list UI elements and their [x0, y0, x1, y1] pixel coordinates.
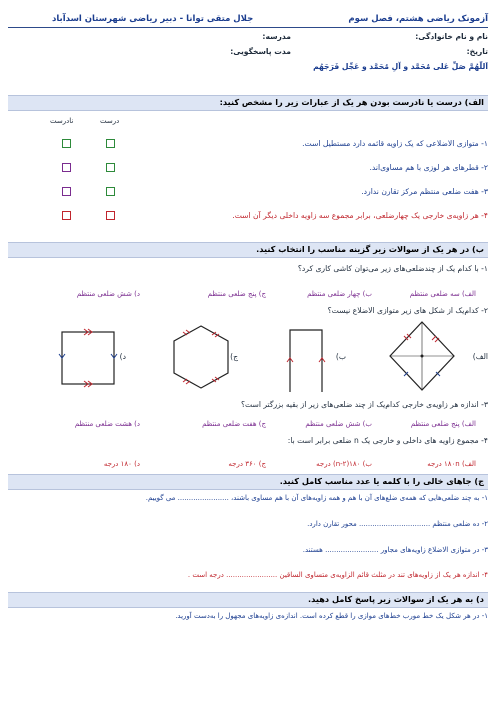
- fill-item-3: ۳- در متوازی الاضلاع زاویه‌های مجاور ........................ هستند.: [302, 546, 488, 554]
- mc-question-1: ۱- با کدام یک از چندضلعی‌های زیر می‌توان کاشی کاری کرد؟: [297, 264, 488, 273]
- section-b-header: [8, 242, 488, 258]
- q1-option-a[interactable]: الف) سه ضلعی منتظم: [409, 290, 476, 298]
- section-a-header: [8, 95, 488, 111]
- school-label: مدرسه:: [262, 32, 291, 41]
- checkbox-true-2[interactable]: [106, 163, 115, 172]
- mc-question-3: ۳- اندازه هر زاویه‌ی خارجی کدام‌یک از چند ضلعی‌های زیر از بقیه بزرگتر است؟: [240, 400, 488, 409]
- checkbox-true-4[interactable]: [106, 211, 115, 220]
- checkbox-true-1[interactable]: [106, 139, 115, 148]
- duration-label: مدت پاسخگویی:: [230, 47, 291, 56]
- tf-item-4: ۴- هر زاویه‌ی خارجی یک چهارضلعی، برابر مجموع سه زاویه داخلی دیگر آن است.: [232, 211, 488, 220]
- worksheet-title: آزمونک ریاضی هشتم، فصل سوم: [348, 14, 488, 24]
- q4-option-b[interactable]: ب) ۱۸۰(n-۲) درجه: [316, 460, 372, 468]
- section-c-header: [8, 474, 488, 490]
- name-label: نام و نام خانوادگی:: [415, 32, 488, 41]
- rhombus-shape: [386, 318, 458, 394]
- date-label: تاریخ:: [466, 47, 488, 56]
- fill-item-2: ۲- ده ضلعی منتظم ................................ محور تقارن دارد.: [307, 520, 488, 528]
- section-d-header: [8, 592, 488, 608]
- fill-item-1: ۱- به چند ضلعی‌هایی که همه‌ی ضلع‌های آن با هم و همه زاویه‌های آن با هم مساوی باشند، ....................... می گوییم.: [145, 494, 488, 502]
- q3-option-d[interactable]: د) هشت ضلعی منتظم: [74, 420, 140, 428]
- hexagon-shape: [168, 322, 234, 392]
- prayer-text: اَللّهُمَّ صَلِّ عَلی مُحَمَّد و آلِ مُحَمَّد و عَجِّل فَرَجَهُم: [313, 62, 488, 71]
- checkbox-true-3[interactable]: [106, 187, 115, 196]
- square-shape: [54, 326, 120, 390]
- q1-option-c[interactable]: ج) پنج ضلعی منتظم: [207, 290, 266, 298]
- essay-question-1: ۱- در هر شکل یک خط مورب خط‌های موازی را قطع کرده است. اندازه‌ی زاویه‌های مجهول را به‌دست آورید.: [175, 612, 488, 620]
- header-divider: [8, 27, 488, 28]
- q4-option-a[interactable]: الف) ۱۸۰n درجه: [427, 460, 476, 468]
- section-c-title: ج) جاهای خالی را با کلمه یا عدد مناسب کامل کنید.: [279, 476, 484, 486]
- col-true-label: درست: [100, 117, 120, 125]
- q1-option-d[interactable]: د) شش ضلعی منتظم: [76, 290, 140, 298]
- q2-label-c[interactable]: ج): [230, 352, 238, 361]
- tf-item-1: ۱- متوازی الاضلاعی که یک زاویه قائمه دارد مستطیل است.: [302, 139, 488, 148]
- q1-option-b[interactable]: ب) چهار ضلعی منتظم: [307, 290, 372, 298]
- mc-question-4: ۴- مجموع زاویه‌ های داخلی و خارجی یک n ضلعی برابر است با:: [287, 436, 488, 445]
- q4-option-c[interactable]: ج) ۳۶۰ درجه: [228, 460, 266, 468]
- q4-option-d[interactable]: د) ۱۸۰ درجه: [103, 460, 140, 468]
- checkbox-false-2[interactable]: [62, 163, 71, 172]
- section-d-title: د) به هر یک از سوالات زیر پاسخ کامل دهید.: [308, 594, 484, 604]
- tf-item-2: ۲- قطرهای هر لوزی با هم مساوی‌اند.: [369, 163, 488, 172]
- tf-item-3: ۳- هفت ضلعی منتظم مرکز تقارن ندارد.: [361, 187, 488, 196]
- checkbox-false-3[interactable]: [62, 187, 71, 196]
- col-false-label: نادرست: [50, 117, 74, 125]
- section-a-title: الف) درست یا نادرست بودن هر یک از عبارات زیر را مشخص کنید:: [219, 97, 484, 107]
- q3-option-a[interactable]: الف) پنج ضلعی منتظم: [410, 420, 476, 428]
- checkbox-false-4[interactable]: [62, 211, 71, 220]
- q3-option-c[interactable]: ج) هفت ضلعی منتظم: [202, 420, 266, 428]
- fill-item-4: ۴- اندازه هر یک از زاویه‌های تند در مثلث قائم الزاویه‌ی متساوی الساقین ....................... درجه است .: [187, 571, 488, 579]
- section-b-title: ب) در هر یک از سوالات زیر گزینه مناسب را انتخاب کنید.: [256, 244, 484, 254]
- mc-question-2: ۲- کدام‌یک از شکل های زیر متوازی الاضلاع نیست؟: [327, 306, 488, 315]
- q3-option-b[interactable]: ب) شش ضلعی منتظم: [305, 420, 372, 428]
- q2-label-b[interactable]: ب): [335, 352, 346, 361]
- teacher-credit: جلال متقی توانا - دبیر ریاضی شهرستان اسدآباد: [52, 14, 254, 24]
- checkbox-false-1[interactable]: [62, 139, 71, 148]
- parallel-lines-shape: [284, 322, 328, 394]
- q2-label-d[interactable]: د): [119, 352, 126, 361]
- q2-label-a[interactable]: الف): [472, 352, 488, 361]
